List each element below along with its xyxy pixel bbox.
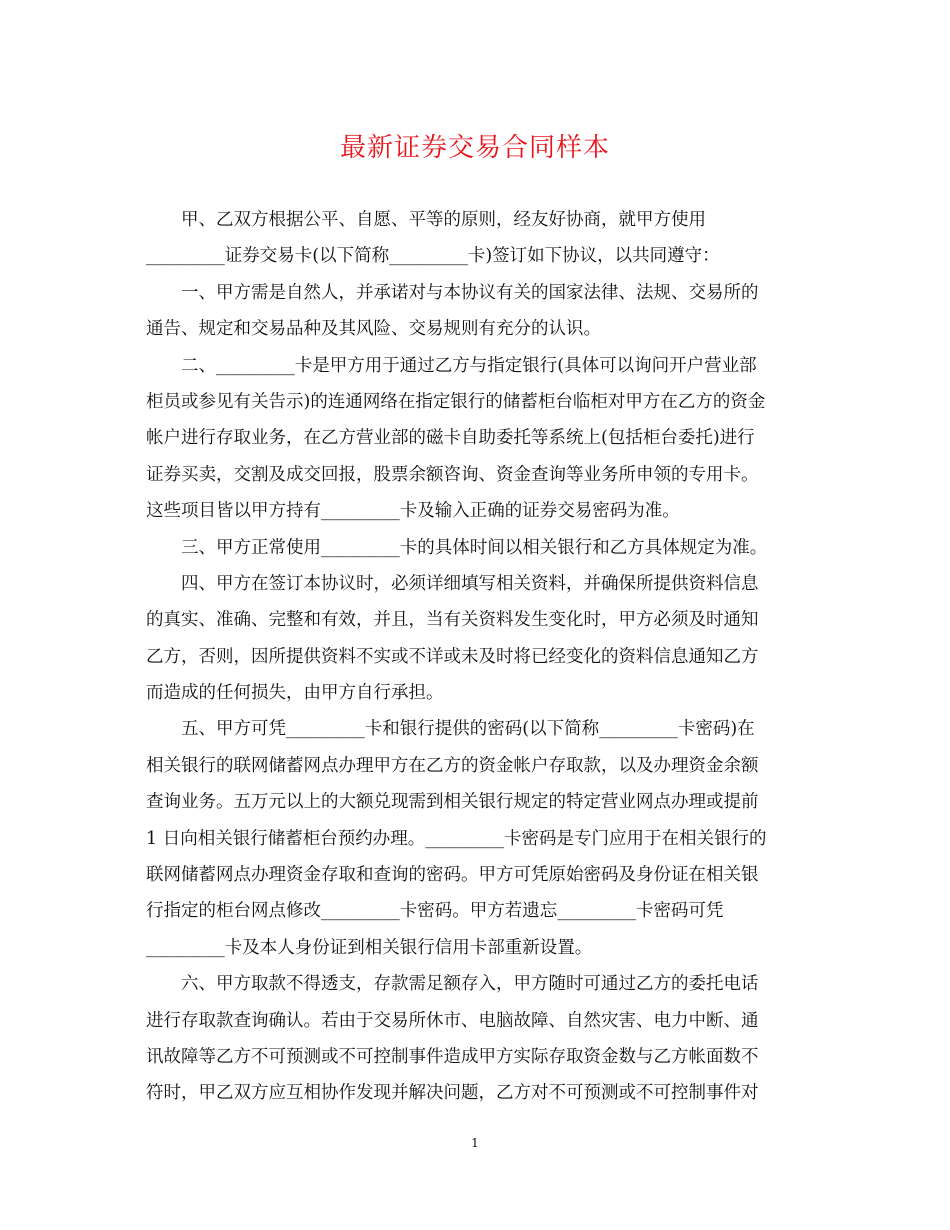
text-line: 讯故障等乙方不可预测或不可控制事件造成甲方实际存取资金数与乙方帐面数不: [146, 1046, 759, 1067]
text-line: 一、甲方需是自然人，并承诺对与本协议有关的国家法律、法规、交易所的: [181, 282, 759, 303]
text-line: 柜员或参见有关告示)的连通网络在指定银行的储蓄柜台临柜对甲方在乙方的资金: [146, 391, 766, 412]
document-title: 最新证券交易合同样本: [339, 133, 610, 163]
text-line: 证券买卖，交割及成交回报，股票余额咨询、资金查询等业务所申领的专用卡。: [146, 464, 759, 485]
text-line: 五、甲方可凭_________卡和银行提供的密码(以下简称_________卡密码)在: [181, 719, 755, 740]
text-line: 进行存取款查询确认。若由于交易所休市、电脑故障、自然灾害、电力中断、通: [146, 1010, 759, 1031]
text-line: 二、_________卡是甲方用于通过乙方与指定银行(具体可以询问开户营业部: [181, 355, 757, 376]
text-line: 1 日向相关银行储蓄柜台预约办理。_________卡密码是专门应用于在相关银行的: [146, 828, 767, 849]
text-line: 四、甲方在签订本协议时，必须详细填写相关资料，并确保所提供资料信息: [181, 573, 759, 594]
text-line: 相关银行的联网储蓄网点办理甲方在乙方的资金帐户存取款，以及办理资金余额: [146, 755, 759, 776]
text-line: 三、甲方正常使用_________卡的具体时间以相关银行和乙方具体规定为准。: [181, 537, 768, 558]
page-number: 1: [471, 1136, 479, 1150]
text-line: 通告、规定和交易品种及其风险、交易规则有充分的认识。: [146, 319, 601, 340]
text-line: 联网储蓄网点办理资金存取和查询的密码。甲方可凭原始密码及身份证在相关银: [146, 865, 759, 886]
text-line: 甲、乙双方根据公平、自愿、平等的原则，经友好协商，就甲方使用: [181, 210, 706, 230]
text-line: _________卡及本人身份证到相关银行信用卡部重新设置。: [146, 937, 593, 958]
text-line: 的真实、准确、完整和有效，并且，当有关资料发生变化时，甲方必须及时通知: [146, 610, 759, 631]
text-line: _________证券交易卡(以下简称_________卡)签订如下协议，以共同遵守：: [146, 246, 720, 267]
text-line: 乙方，否则，因所提供资料不实或不详或未及时将已经变化的资料信息通知乙方: [146, 646, 759, 667]
text-line: 而造成的任何损失，由甲方自行承担。: [146, 683, 444, 704]
text-line: 帐户进行存取业务，在乙方营业部的磁卡自助委托等系统上(包括柜台委托)进行: [146, 428, 755, 449]
text-line: 符时，甲乙双方应互相协作发现并解决问题，乙方对不可预测或不可控制事件对: [146, 1083, 759, 1104]
text-line: 这些项目皆以甲方持有_________卡及输入正确的证券交易密码为准。: [146, 501, 680, 522]
text-line: 六、甲方取款不得透支，存款需足额存入，甲方随时可通过乙方的委托电话: [181, 974, 759, 995]
text-line: 行指定的柜台网点修改_________卡密码。甲方若遗忘_________卡密码可凭: [146, 901, 724, 922]
text-line: 查询业务。五万元以上的大额兑现需到相关银行规定的特定营业网点办理或提前: [146, 792, 759, 813]
document-body: [146, 202, 806, 1112]
